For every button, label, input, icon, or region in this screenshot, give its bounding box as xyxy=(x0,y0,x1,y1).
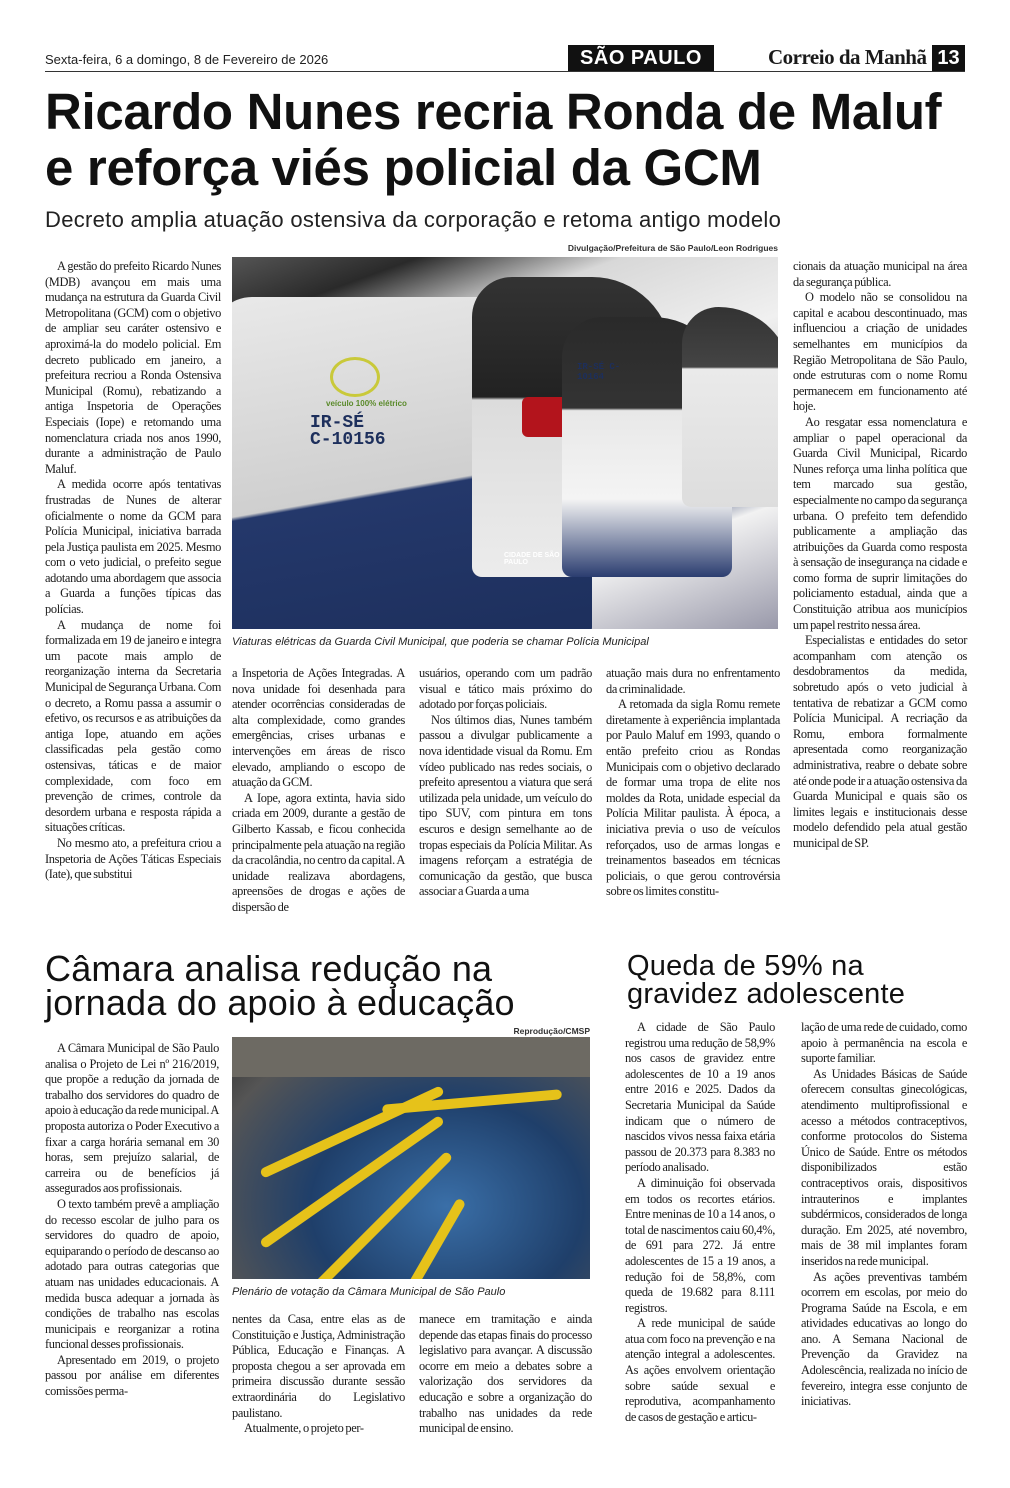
section-label: SÃO PAULO xyxy=(568,45,714,71)
paragraph: No mesmo ato, a prefeitura criou a Inspetoria de Ações Táticas Especiais (Iate), que substitui xyxy=(45,835,221,882)
camara-column-2 xyxy=(232,1312,405,1437)
paragraph: A cidade de São Paulo registrou uma redução de 58,9% nos casos de gravidez entre adolescentes de 10 a 19 anos entre 2016 e 2025. Dados da Secretaria Municipal da Saúde indicam que o número de nascidos vivos nessa faixa etária passou de 20.373 para 8.383 no período analisado. xyxy=(625,1020,775,1175)
main-article-column-4 xyxy=(606,666,780,900)
gravidez-column-2 xyxy=(801,1020,967,1410)
camara-plenary-photo xyxy=(232,1037,590,1279)
vehicle-plate-2: IR-SÉ C-10164 xyxy=(577,362,621,382)
paragraph: A Iope, agora extinta, havia sido criada em 2009, durante a gestão de Gilberto Kassab, e ficou conhecida principalmente pela atuação na região da cracolândia, no centro da capital. A unidade realizava abordagens, apreensões de drogas e ações de dispersão de xyxy=(232,790,405,914)
paragraph: nentes da Casa, entre elas as de Constituição e Justiça, Administração Pública, Educação e Finanças. A proposta chegou a ser aprovada em primeira discussão durante sessão extraordinária do Legislativo paulistano. xyxy=(232,1312,405,1420)
paragraph: A gestão do prefeito Ricardo Nunes (MDB) avançou em mais uma mudança na estrutura da Guarda Civil Metropolitana (GCM) com o objetivo de ampliar seu caráter ostensivo e aproximá-la do modelo policial. Em decreto publicado em janeiro, a prefeitura recriou a Ronda Ostensiva Municipal (Romu), rebatizando a antiga Inspetoria de Operações Especiais (Iope) e retomando uma nomenclatura criada nos anos 1990, durante a administração de Paulo Maluf. xyxy=(45,259,221,476)
electric-vehicle-logo xyxy=(330,357,380,397)
newspaper-logo: Correio da Manhã xyxy=(768,45,927,69)
paragraph: A retomada da sigla Romu remete diretamente à experiência implantada por Paulo Maluf em 1993, quando o então prefeito criou as Rondas Municipais com o objetivo declarado de formar uma tropa de elite nos moldes da Rota, unidade especial da Polícia Militar paulista. À época, a iniciativa previa o uso de veículos reforçados, uso de armas longas e treinamentos baseados em técnicas policiais, o que gerou controvérsia sobre os limites constitu- xyxy=(606,697,780,899)
camara-column-1 xyxy=(45,1041,219,1400)
paragraph: O modelo não se consolidou na capital e acabou descontinuado, mas influenciou a criação de unidades semelhantes em municípios da Região Metropolitana de São Paulo, onde estruturas com o nome Romu permanecem em funcionamento até hoje. xyxy=(793,290,967,414)
paragraph: manece em tramitação e ainda depende das etapas finais do processo legislativo para avançar. A discussão ocorre em meio a debates sobre a valorização dos servidores da educação e sobre a organização do trabalho nas unidades da rede municipal de ensino. xyxy=(419,1312,592,1436)
paragraph: lação de uma rede de cuidado, como apoio à permanência na escola e suporte familiar. xyxy=(801,1020,967,1066)
paragraph: A rede municipal de saúde atua com foco na prevenção e na atenção integral a adolescentes. As ações envolvem orientação sobre saúde sexual e reprodutiva, acompanhamento de casos de gestação e articu- xyxy=(625,1316,775,1424)
main-photo-caption: Viaturas elétricas da Guarda Civil Municipal, que poderia se chamar Polícia Municipal xyxy=(232,636,649,648)
vehicle-plate-line1: IR-SÉ xyxy=(310,413,365,433)
city-crest-door: CIDADE DE SÃO PAULO xyxy=(504,552,560,566)
paragraph: a Inspetoria de Ações Integradas. A nova unidade foi desenhada para atender ocorrências consideradas de alta complexidade, como grandes emergências, crises urbanas e intervenções em áreas de risco elevado, ampliando o escopo de atuação da GCM. xyxy=(232,666,405,790)
main-article-column-3 xyxy=(419,666,592,900)
paragraph: Ao resgatar essa nomenclatura e ampliar o papel operacional da Guarda Civil Municipal, Ricardo Nunes reforça uma linha política que tem marcado sua gestão, especialmente no campo da segurança urbana. O prefeito tem defendido publicamente a ampliação das atribuições da Guarda como resposta à sensação de insegurança na cidade e como forma de suprir limitações do policiamento estadual, ainda que a Constituição atribua aos municípios um papel restrito nessa área. xyxy=(793,414,967,632)
header-divider xyxy=(45,71,965,72)
paragraph: cionais da atuação municipal na área da segurança pública. xyxy=(793,259,967,289)
main-article-column-2 xyxy=(232,666,405,916)
paragraph: O texto também prevê a ampliação do recesso escolar de julho para os servidores do quadro de apoio, equiparando o período de descanso ao adotado para outras categorias que atuam nas unidades educacionais. A medida busca adequar a jornada às condições de trabalho nas escolas municipais e reorganizar a rotina funcional desses profissionais. xyxy=(45,1196,219,1352)
gravidez-headline: Queda de 59% na gravidez adolescente xyxy=(627,950,906,1010)
issue-date: Sexta-feira, 6 a domingo, 8 de Fevereiro de 2026 xyxy=(45,52,329,67)
ev-label: veículo 100% elétrico xyxy=(326,399,407,408)
paragraph: As ações preventivas também ocorrem em escolas, por meio do Programa Saúde na Escola, e em atividades educativas ao longo do ano. A Semana Nacional de Prevenção da Gravidez na Adolescência, realizada no início de fevereiro, integra esse conjunto de iniciativas. xyxy=(801,1269,967,1409)
paragraph: atuação mais dura no enfrentamento da criminalidade. xyxy=(606,666,780,696)
paragraph: usuários, operando com um padrão visual e tático mais próximo do adotado por forças policiais. xyxy=(419,666,592,712)
paragraph: As Unidades Básicas de Saúde oferecem consultas ginecológicas, atendimento multiprofissional e acesso a métodos contraceptivos, conforme protocolos do Sistema Único de Saúde. Entre os métodos disponibilizados estão contraceptivos orais, dispositivos intrauterinos e implantes subdérmicos, considerados de longa duração. Em 2025, até novembro, mais de 38 mil implantes foram inseridos na rede municipal. xyxy=(801,1066,967,1268)
vehicle-plate-line2: C-10156 xyxy=(310,430,386,450)
paragraph: Nos últimos dias, Nunes também passou a divulgar publicamente a nova identidade visual da Romu. Em vídeo publicado nas redes sociais, o prefeito apresentou a viatura que será utilizada pela unidade, um veículo do tipo SUV, com pintura em tons escuros e design semelhante ao de tropas especiais da Polícia Militar. As imagens reforçam a estratégia de comunicação da gestão, que busca associar a Guarda a uma xyxy=(419,712,592,899)
main-photo-gcm-vehicles xyxy=(232,257,778,629)
page-number: 13 xyxy=(932,45,965,71)
camara-photo-caption: Plenário de votação da Câmara Municipal de São Paulo xyxy=(232,1286,506,1298)
main-article-column-5 xyxy=(793,259,967,852)
gravidez-column-1 xyxy=(625,1020,775,1425)
vehicle-plate xyxy=(310,415,386,449)
camara-photo-credit: Reprodução/CMSP xyxy=(513,1026,590,1036)
paragraph: A medida ocorre após tentativas frustradas de Nunes de alterar oficialmente o nome da GCM para Polícia Municipal, iniciativa barrada pela Justiça paulista em 2025. Mesmo com o veto judicial, o prefeito segue adotando uma abordagem que associa a Guarda a funções típicas das polícias. xyxy=(45,477,221,617)
paragraph: Apresentado em 2019, o projeto passou por análise em diferentes comissões perma- xyxy=(45,1352,219,1399)
paragraph: Atualmente, o projeto per- xyxy=(244,1421,364,1436)
camara-headline: Câmara analisa redução na jornada do apoio à educação xyxy=(45,948,515,1023)
main-subtitle: Decreto amplia atuação ostensiva da corporação e retoma antigo modelo xyxy=(45,207,782,232)
paragraph: A Câmara Municipal de São Paulo analisa o Projeto de Lei nº 216/2019, que propõe a redução da jornada de trabalho dos servidores do quadro de apoio à educação da rede municipal. A proposta autoriza o Poder Executivo a fixar a carga horária semanal em 30 horas, sem prejuízo salarial, de carreira ou de benefícios já assegurados aos profissionais. xyxy=(45,1041,219,1196)
paragraph: Especialistas e entidades do setor acompanham com atenção os desdobramentos da medida, sobretudo após o veto judicial à tentativa de rebatizar a GCM como Polícia Municipal. A recriação da Romu, embora formalmente apresentada como reorganização administrativa, reabre o debate sobre até onde pode ir a atuação ostensiva da Guarda Municipal e quais são os limites legais e institucionais desse modelo defendido pela atual gestão municipal de SP. xyxy=(793,633,967,850)
main-headline: Ricardo Nunes recria Ronda de Maluf e reforça viés policial da GCM xyxy=(45,83,942,196)
main-article-column-1 xyxy=(45,259,221,883)
paragraph: A diminuição foi observada em todos os recortes etários. Entre meninas de 10 a 14 anos, o total de nascimentos caiu 60,4%, de 691 para 272. Já entre adolescentes de 15 a 19 anos, a redução foi de 58,8%, com queda de 19.682 para 8.111 registros. xyxy=(625,1175,775,1315)
main-photo-credit: Divulgação/Prefeitura de São Paulo/Leon Rodrigues xyxy=(567,243,778,253)
paragraph: A mudança de nome foi formalizada em 19 de janeiro e integra um pacote mais amplo de reorganização interna da Secretaria Municipal de Segurança Urbana. Com o decreto, a Romu passa a assumir o efetivo, os recursos e as atribuições da antiga Iope, atuando em ações classificadas pela gestão como ostensivas, táticas e de maior complexidade, com foco em prevenção de crimes, controle da desordem urbana e resposta rápida a situações críticas. xyxy=(45,617,221,835)
camara-column-3 xyxy=(419,1312,592,1437)
